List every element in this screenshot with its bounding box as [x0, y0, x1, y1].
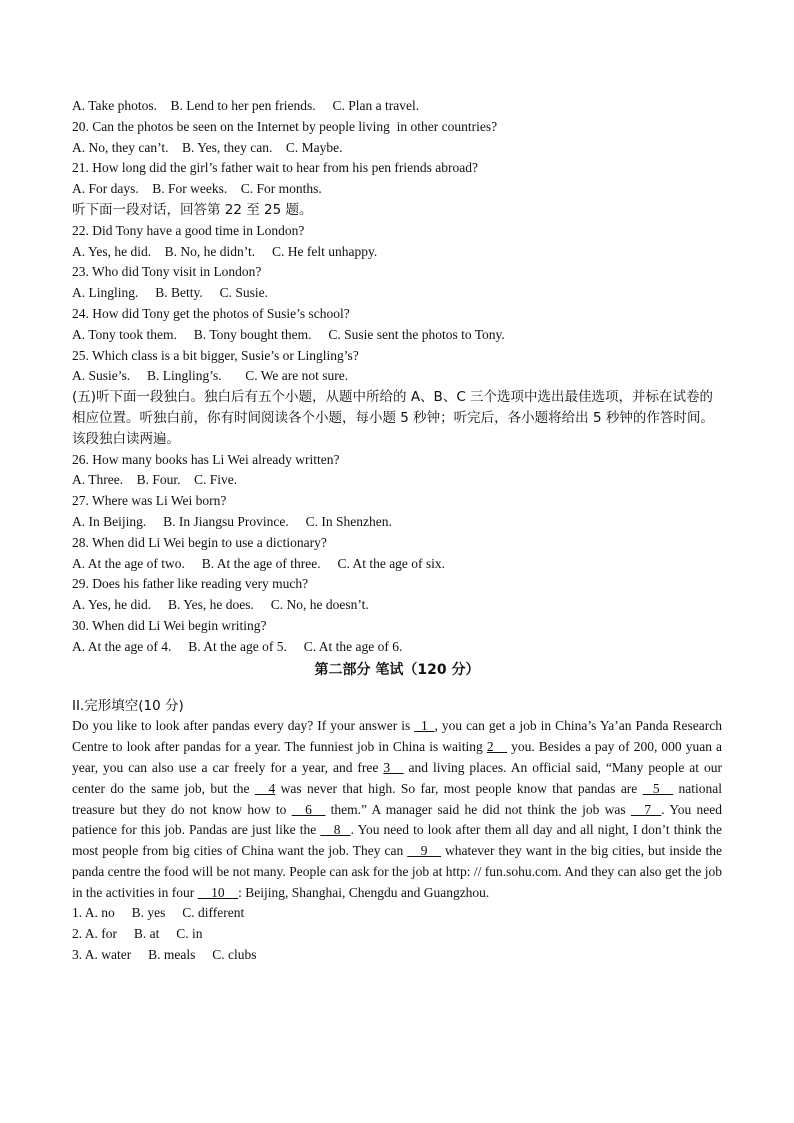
q23-question: 23. Who did Tony visit in London?: [72, 264, 262, 280]
blank-6: 6: [291, 801, 326, 817]
passage-text: you. Besides a pay of 200, 000 yuan a year, you can also use a car freely for a year, and free: [72, 739, 722, 775]
q30-question: 30. When did Li Wei begin writing?: [72, 617, 267, 633]
q30-options: A. At the age of 4. B. At the age of 5. C. At the age of 6.: [72, 638, 403, 654]
q25-question: 25. Which class is a bit bigger, Susie’s or Lingling’s?: [72, 347, 359, 363]
passage-text: , you can get a job in China’s Ya’an Panda Research Centre to look after pandas for a year. The funniest job in China is waiting: [72, 718, 722, 755]
q21-question: 21. How long did the girl’s father wait to hear from his pen friends abroad?: [72, 160, 479, 176]
cloze-q3-options: 3. A. water B. meals C. clubs: [72, 947, 257, 963]
questions-block-mid: [72, 450, 722, 658]
cloze-passage: [72, 716, 722, 903]
part2-title: 第二部分 笔试（120 分）: [314, 661, 480, 678]
cloze-heading: II.完形填空(10 分): [72, 697, 184, 714]
cloze-q2-options: 2. A. for B. at C. in: [72, 926, 203, 942]
passage-text: was never that high. So far, most people know that pandas are: [275, 780, 643, 796]
blank-7: 7: [630, 801, 662, 817]
q20-options: A. No, they can’t. B. Yes, they can. C. Maybe.: [72, 139, 343, 155]
passage-text: : Beijing, Shanghai, Chengdu and Guangzhou.: [238, 884, 490, 900]
q19-options: A. Take photos. B. Lend to her pen friends. C. Plan a travel.: [72, 98, 420, 113]
section5-instructions: (五)听下面一段独白。独白后有五个小题，从题中所给的 A、B、C 三个选项中选出最佳选项，并标在试卷的相应位置。听独白前，你有时间阅读各个小题，每小题 5 秒钟；听完后，各小题将给出 5 秒钟的作答时间。该段独白读两遍。: [72, 389, 714, 447]
q21-options: A. For days. B. For weeks. C. For months.: [72, 181, 322, 197]
q28-question: 28. When did Li Wei begin to use a dictionary?: [72, 534, 327, 550]
passage-text: whatever they want in the big cities, but inside the panda centre the food will be not many. People can ask for the job at http: // fun.sohu.com. And they can also get the job in the activities in four: [72, 843, 722, 900]
passage-text: and living places. An official said, “Many people at our center do the same job, but the: [72, 759, 722, 796]
q24-question: 24. How did Tony get the photos of Susie’s school?: [72, 305, 350, 321]
q28-options: A. At the age of two. B. At the age of three. C. At the age of six.: [72, 555, 446, 571]
passage-text: them.” A manager said he did not think the job was: [325, 801, 631, 817]
blank-5: 5: [642, 780, 674, 796]
passage-text: Do you like to look after pandas every day? If your answer is: [72, 718, 415, 734]
q26-options: A. Three. B. Four. C. Five.: [72, 472, 238, 488]
blank-2: 2: [486, 739, 508, 755]
q26-question: 26. How many books has Li Wei already written?: [72, 451, 340, 467]
q24-options: A. Tony took them. B. Tony bought them. C. Susie sent the photos to Tony.: [72, 326, 505, 342]
q22-question: 22. Did Tony have a good time in London?: [72, 222, 305, 238]
cloze-options: [72, 903, 722, 965]
q25-options: A. Susie’s. B. Lingling’s. C. We are not sure.: [72, 368, 349, 384]
q27-question: 27. Where was Li Wei born?: [72, 493, 227, 509]
passage-text: national treasure but they do not know how to: [72, 780, 722, 817]
exam-page: [72, 96, 722, 966]
q29-options: A. Yes, he did. B. Yes, he does. C. No, he doesn’t.: [72, 597, 369, 613]
blank-4: 4: [254, 780, 276, 796]
passage-text: . You need patience for this job. Pandas are just like the: [72, 801, 723, 838]
blank-8: 8: [320, 822, 351, 838]
passage-text: . You need to look after them all day and all night, I don’t think the most people from big cities of China want the job. They can: [72, 822, 722, 859]
blank-3: 3: [383, 759, 404, 775]
q20-question: 20. Can the photos be seen on the Internet by people living in other countries?: [72, 118, 498, 134]
q22-options: A. Yes, he did. B. No, he didn’t. C. He felt unhappy.: [72, 243, 378, 259]
q27-options: A. In Beijing. B. In Jiangsu Province. C. In Shenzhen.: [72, 513, 392, 529]
q29-question: 29. Does his father like reading very much?: [72, 576, 309, 592]
cloze-q1-options: 1. A. no B. yes C. different: [72, 905, 245, 921]
blank-1: 1: [414, 718, 435, 734]
q23-options: A. Lingling. B. Betty. C. Susie.: [72, 285, 269, 301]
blank-10: 10: [197, 884, 239, 900]
blank-9: 9: [407, 843, 441, 859]
dialogue-instruction: 听下面一段对话，回答第 22 至 25 题。: [72, 201, 313, 218]
questions-block-top: [72, 96, 722, 387]
